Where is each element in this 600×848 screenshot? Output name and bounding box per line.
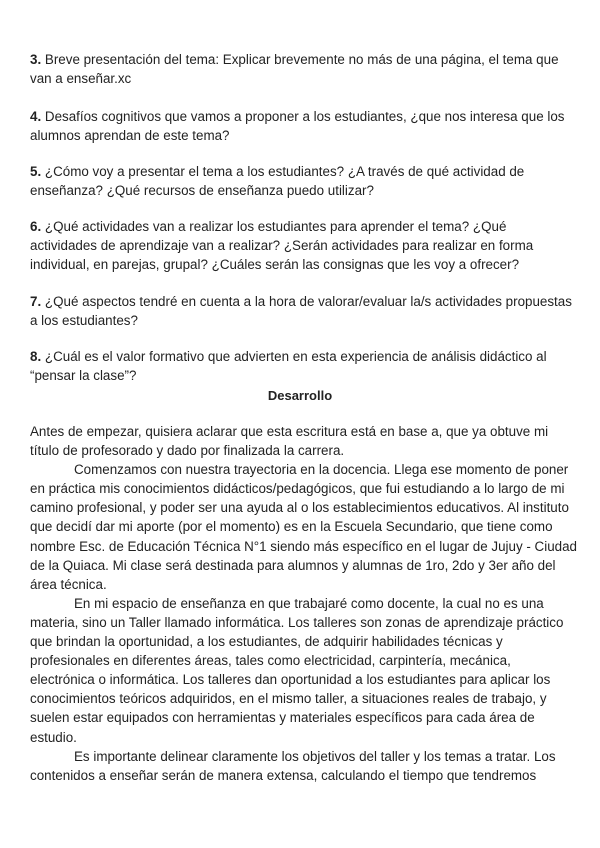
question-number: 5. (30, 164, 42, 179)
question-number: 3. (30, 52, 42, 67)
question-text: ¿Qué actividades van a realizar los estudiantes para aprender el tema? ¿Qué actividades de aprendizaje van a realizar? ¿Serán actividades para realizar en forma individual, en parejas, grupal? ¿Cuáles serán las consignas que les voy a ofrecer? (30, 219, 534, 272)
question-4 (30, 107, 575, 145)
paragraph: Antes de empezar, quisiera aclarar que esta escritura está en base a, que ya obtuve mi título de profesorado y dado por finalizada la carrera. (30, 424, 549, 459)
question-text: Desafíos cognitivos que vamos a proponer a los estudiantes, ¿que nos interesa que los alumnos aprendan de este tema? (30, 109, 565, 143)
question-number: 7. (30, 294, 42, 309)
paragraph: Comenzamos con nuestra trayectoria en la docencia. Llega ese momento de poner en práctica mis conocimientos didácticos/pedagógicos, que fui estudiando a lo largo de mi camino profesional, y poder ser una ayuda al o los establecimientos educativos. Al instituto que decidí dar mi aporte (por el momento) es en la Escuela Secundario, que tiene como nombre Esc. de Educación Técnica N°1 siendo más específico en el lugar de Jujuy - Ciudad de la Quiaca. Mi clase será destinada para alumnos y alumnas de 1ro, 2do y 3er año del área técnica. (30, 462, 577, 592)
question-text: ¿Cuál es el valor formativo que advierten en esta experiencia de análisis didáctico al “pensar la clase”? (30, 349, 547, 383)
question-8 (30, 347, 575, 385)
paragraph: En mi espacio de enseñanza en que trabajaré como docente, la cual no es una materia, sino un Taller llamado informática. Los talleres son zonas de aprendizaje práctico que brindan la oportunidad, a los estudiantes, de adquirir habilidades técnicas y profesionales en diferentes áreas, tales como electricidad, carpintería, mecánica, electrónica o informática. Los talleres dan oportunidad a los estudiantes para aplicar los conocimientos teóricos adquiridos, en el mismo taller, a situaciones reales de trabajo, y suelen estar equipados con herramientas y materiales específicos para cada área de estudio. (30, 595, 564, 745)
question-6 (30, 217, 575, 274)
question-7 (30, 292, 575, 330)
question-text: ¿Cómo voy a presentar el tema a los estudiantes? ¿A través de qué actividad de enseñanza? ¿Qué recursos de enseñanza puedo utilizar? (30, 164, 525, 198)
question-number: 8. (30, 349, 42, 364)
question-5 (30, 162, 575, 200)
question-3 (30, 50, 575, 88)
question-number: 6. (30, 219, 42, 234)
question-number: 4. (30, 109, 42, 124)
question-text: ¿Qué aspectos tendré en cuenta a la hora de valorar/evaluar la/s actividades propuestas a los estudiantes? (30, 294, 572, 328)
section-title: Desarrollo (267, 388, 333, 403)
body-text (30, 422, 578, 785)
question-text: Breve presentación del tema: Explicar brevemente no más de una página, el tema que van a enseñar.xc (30, 52, 559, 86)
paragraph: Es importante delinear claramente los objetivos del taller y los temas a tratar. Los contenidos a enseñar serán de manera extensa, calculando el tiempo que tendremos (30, 748, 556, 783)
